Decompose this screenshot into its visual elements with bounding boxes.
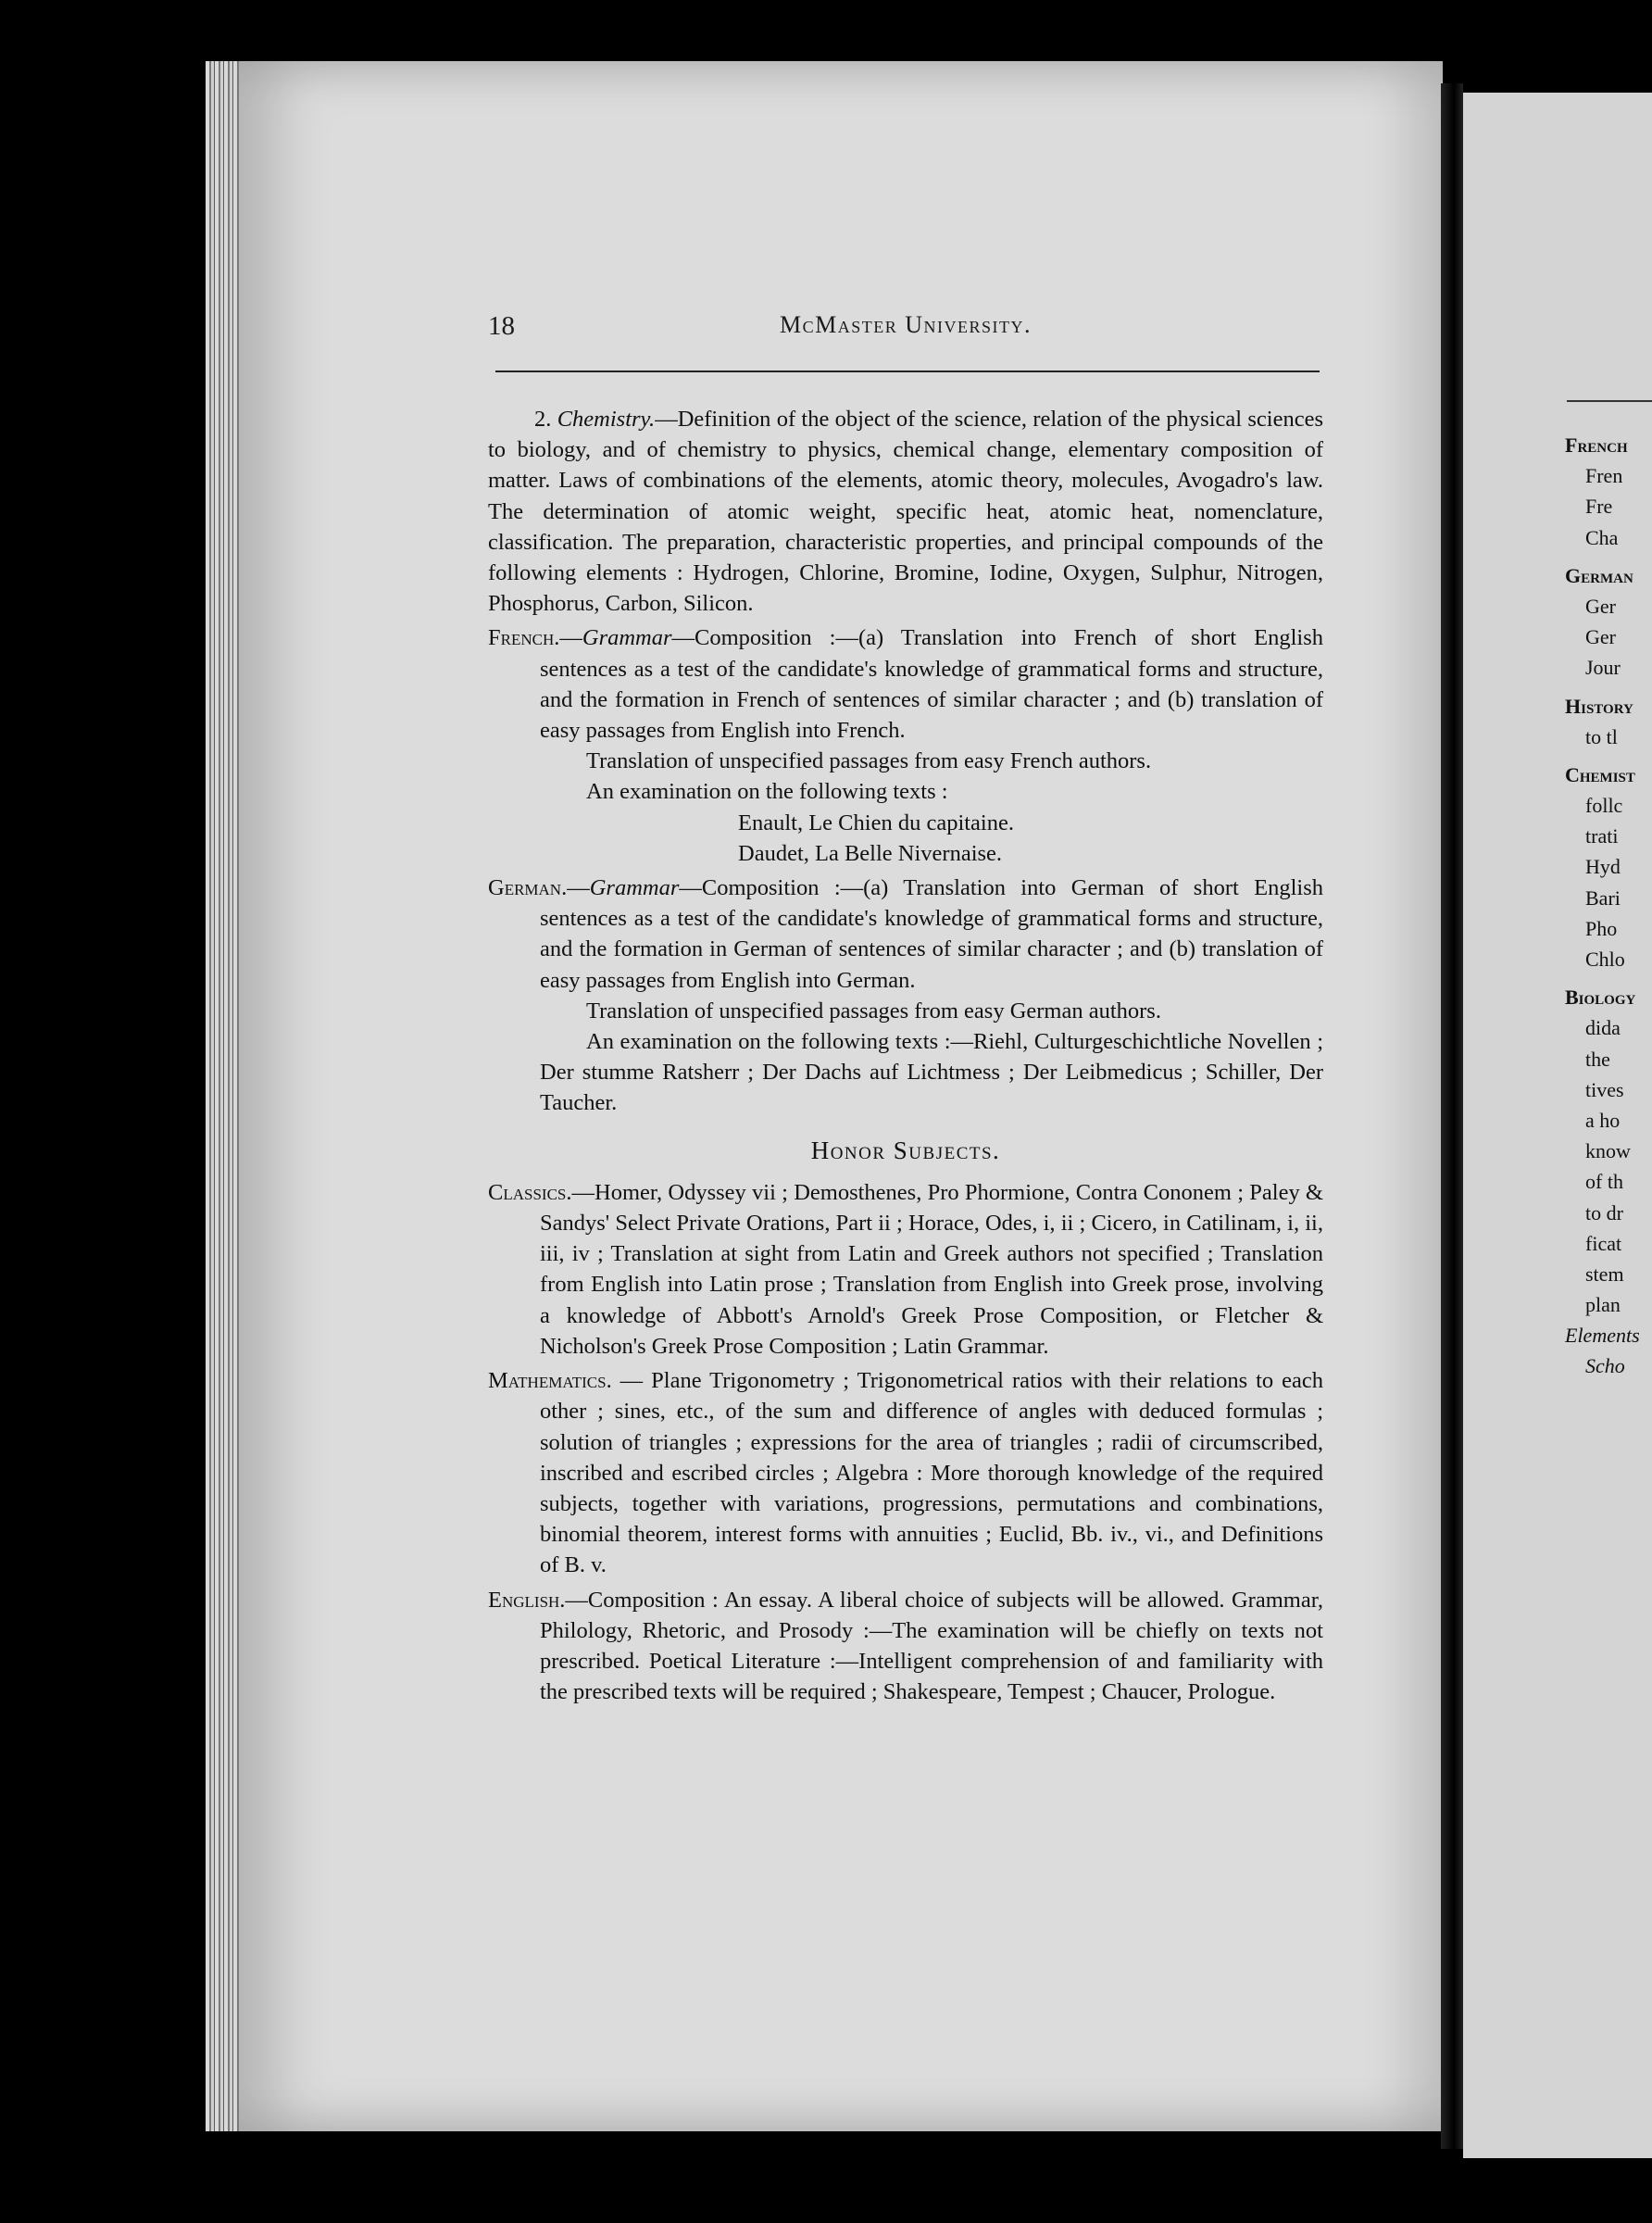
right-page-gap [1565, 684, 1652, 691]
book-gutter [1441, 83, 1463, 2149]
right-page-fragment: trati [1585, 824, 1619, 848]
page-number: 18 [488, 311, 515, 341]
right-page-fragment: of th [1585, 1170, 1623, 1194]
classics-paragraph [488, 1177, 1323, 1362]
right-page-gap [1565, 974, 1652, 982]
right-page-fragment: Fre [1585, 495, 1613, 519]
german-unspecified: Translation of unspecified passages from easy German authors. [586, 998, 1161, 1024]
right-page-fragment: German [1565, 563, 1633, 587]
german-text: —Composition :—(a) Translation into German of short English sentences as a test of the candidate's knowledge of grammatical forms and structure, and the formation in German of sentences of similar character ; and (b) translation of easy passages from English into German. [540, 875, 1323, 993]
right-page-fragment: Hyd [1585, 855, 1621, 879]
chemistry-text: —Definition of the object of the science, relation of the physical sciences to biology, and of chemistry to physics, chemical change, elementary composition of matter. Laws of combinations of the elements, atomic theory, molecules, Avogadro's law. The determination of atomic weight, specific heat, atomic heat, nomenclature, classification. The preparation, characteristic properties, and principal compounds of the following elements : Hydrogen, Chlorine, Bromine, Iodine, Oxygen, Sulphur, Nitrogen, Phosphorus, Carbon, Silicon. [488, 407, 1323, 617]
right-page-fragment: Jour [1585, 656, 1621, 680]
right-page-fragment: stem [1585, 1262, 1624, 1286]
right-page-fragment: the [1585, 1047, 1610, 1071]
french-exam-intro: An examination on the following texts : [586, 779, 948, 805]
mathematics-paragraph [488, 1365, 1323, 1580]
page-header [488, 311, 1323, 352]
right-page-fragment: to dr [1585, 1200, 1623, 1225]
mathematics-heading: Mathematics. [488, 1368, 612, 1394]
chemistry-paragraph [488, 404, 1323, 619]
french-unspecified: Translation of unspecified passages from easy French authors. [586, 748, 1152, 774]
right-page-fragment: Scho [1585, 1354, 1625, 1378]
right-page-text-fragments [1565, 430, 1652, 1382]
right-page-fragment: Bari [1585, 885, 1621, 910]
chemistry-number: 2. [534, 407, 552, 432]
right-page-fragment: dida [1585, 1016, 1621, 1040]
right-page-fragment: French [1565, 433, 1628, 457]
french-grammar: Grammar [582, 625, 672, 651]
german-heading: German. [488, 875, 568, 901]
running-head: McMaster University. [779, 311, 1032, 338]
right-page-fragment: Fren [1585, 464, 1623, 488]
french-text-item: Enault, Le Chien du capitaine. [738, 810, 1014, 835]
french-text-item: Daudet, La Belle Nivernaise. [738, 840, 1003, 866]
french-dash: — [559, 625, 582, 651]
german-dash: — [567, 875, 590, 901]
right-page-fragment: History [1565, 694, 1633, 718]
german-exam-text: An examination on the following texts :—Riehl, Culturgeschichtliche Novellen ; Der stumme Ratsherr ; Der Dachs auf Lichtmess ; Der Leibmedicus ; Schiller, Der Taucher. [540, 1029, 1323, 1116]
english-heading: English. [488, 1587, 566, 1613]
chemistry-heading: Chemistry. [557, 407, 656, 432]
french-heading: French. [488, 625, 560, 651]
right-page-fragment: Biology [1565, 986, 1636, 1010]
header-rule [495, 370, 1320, 372]
right-page-fragment: Ger [1585, 594, 1616, 618]
right-page-fragment: ficat [1585, 1231, 1622, 1255]
right-page-fragment: to tl [1585, 724, 1618, 748]
right-page-fragment: Chemist [1565, 762, 1635, 786]
french-text: —Composition :—(a) Translation into French of short English sentences as a test of the candidate's knowledge of grammatical forms and structure, and the formation in French of sentences of similar character ; and (b) translation of easy passages from English into French. [540, 625, 1323, 744]
mathematics-text: — Plane Trigonometry ; Trigonometrical ratios with their relations to each other ; sines, etc., of the sum and difference of angles with deduced formulas ; solution of triangles ; expressions for the area of triangles ; radii of circumscribed, inscribed and escribed circles ; Algebra : More thorough knowledge of the required subjects, together with variations, progressions, permutations and combinations, binomial theorem, interest forms with annuities ; Euclid, Bb. iv., vi., and Definitions of B. v. [540, 1368, 1323, 1578]
classics-heading: Classics. [488, 1179, 572, 1205]
right-page-fragment: tives [1585, 1077, 1624, 1101]
right-page-fragment: Cha [1585, 525, 1619, 549]
german-paragraph [488, 873, 1323, 996]
right-page-fragment: Elements [1565, 1324, 1640, 1348]
right-page-rule [1567, 400, 1652, 402]
right-page-gap [1565, 553, 1652, 560]
honor-subjects-heading: Honor Subjects. [810, 1136, 1001, 1164]
french-paragraph [488, 622, 1323, 746]
english-paragraph [488, 1585, 1323, 1708]
right-page-fragment: follc [1585, 794, 1623, 818]
right-page-gap [1565, 752, 1652, 760]
right-page-fragment: Chlo [1585, 948, 1625, 971]
right-page-fragment: Pho [1585, 916, 1618, 940]
right-page-fragment: Ger [1585, 625, 1616, 649]
german-grammar: Grammar [589, 875, 680, 901]
english-text: —Composition : An essay. A liberal choice of subjects will be allowed. Grammar, Philology, Rhetoric, and Prosody :—The examination will be chiefly on texts not prescribed. Poetical Literature :—Intelligent comprehension of and familiarity with the prescribed texts will be required ; Shakespeare, Tempest ; Chaucer, Prologue. [540, 1587, 1323, 1705]
page-body [488, 404, 1323, 1707]
classics-text: —Homer, Odyssey vii ; Demosthenes, Pro Phormione, Contra Cononem ; Paley & Sandys' Select Private Orations, Part ii ; Horace, Odes, i, ii ; Cicero, in Catilinam, i, ii, iii, iv ; Translation at sight from Latin and Greek authors not specified ; Translation from English into Latin prose ; Translation from English into Greek prose, involving a knowledge of Abbott's Arnold's Greek Prose Composition, or Fletcher & Nicholson's Greek Prose Composition ; Latin Grammar. [540, 1179, 1323, 1359]
right-page-fragment: a ho [1585, 1108, 1621, 1132]
right-page-fragment: know [1585, 1139, 1631, 1163]
right-page-fragment: plan [1585, 1293, 1621, 1317]
